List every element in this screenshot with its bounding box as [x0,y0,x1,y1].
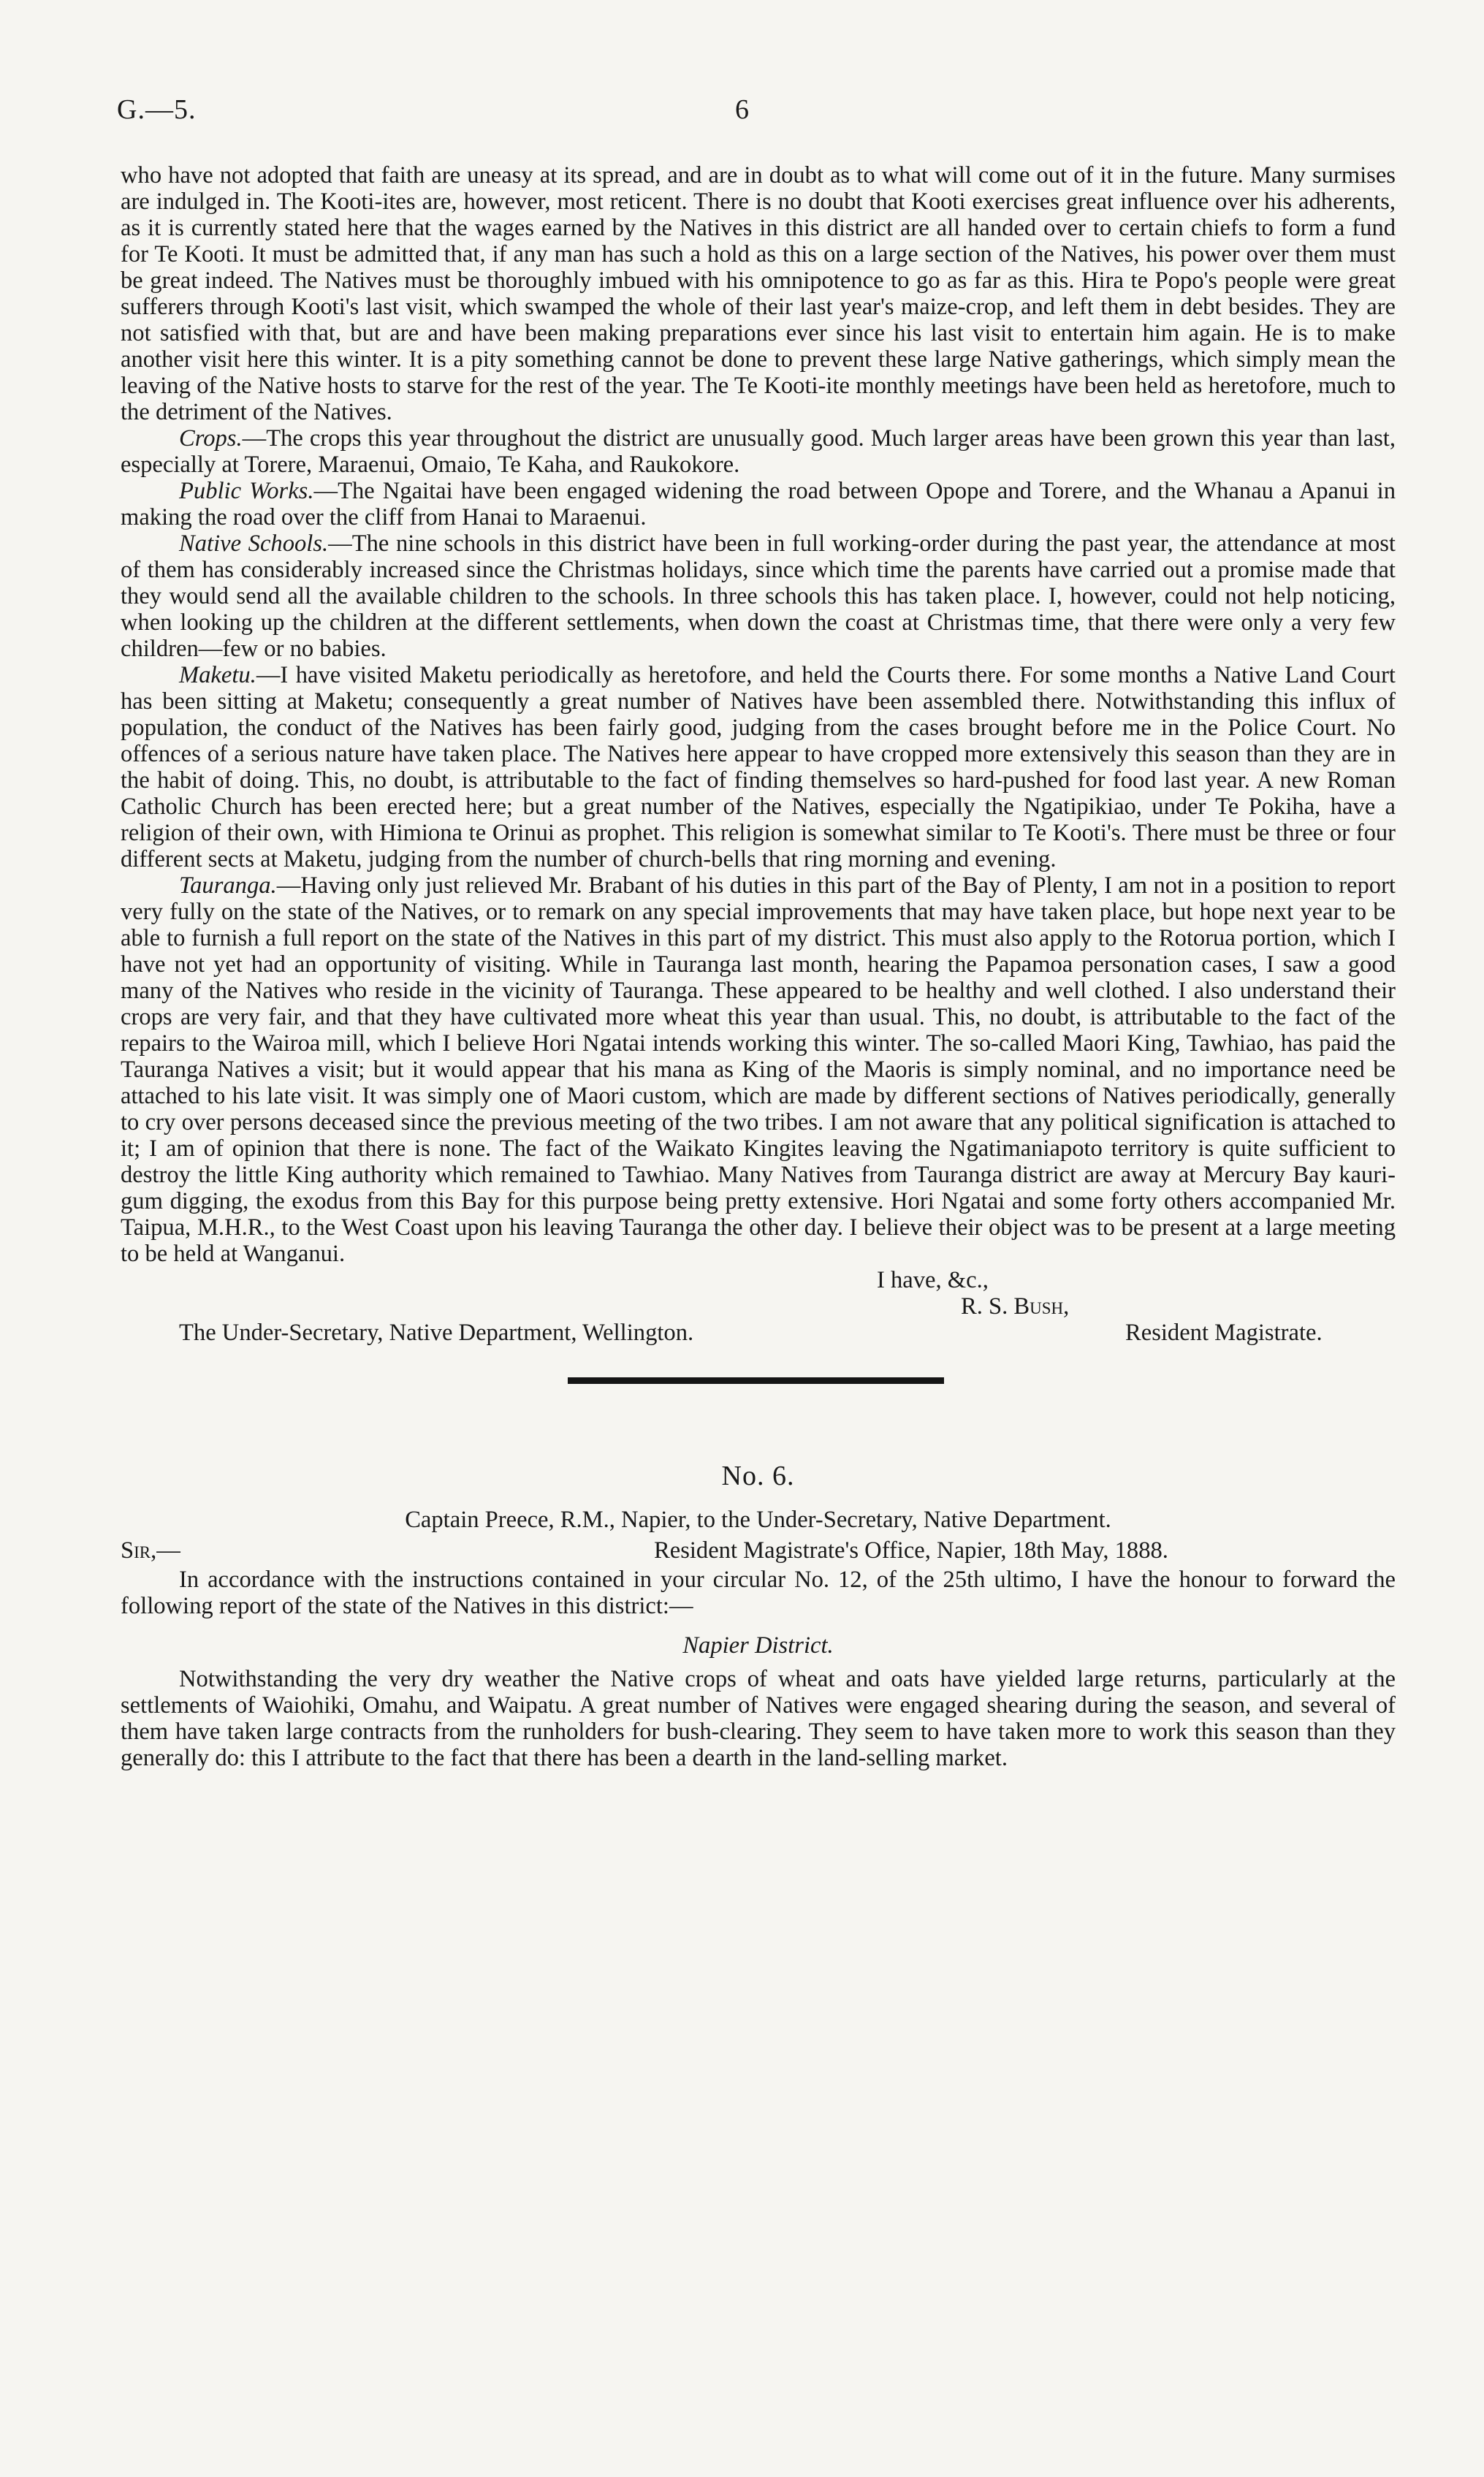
napier-paragraph: Notwithstanding the very dry weather the Native crops of wheat and oats have yielded large returns, particularly at the settlements of Waiohiki, Omahu, and Waipatu. A great number of Natives were engaged shearing during the season, and several of them have taken large contracts from the runholders for bush-clearing. They seem to have taken more to work this season than they generally do: this I attribute to the fact that there has been a dearth in the land-selling market. [121,1666,1396,1771]
office-date: Resident Magistrate's Office, Napier, 18th May, 1888. [654,1537,1168,1564]
separator-rule [568,1377,944,1384]
continued-paragraph: who have not adopted that faith are uneasy at its spread, and are in doubt as to what will come out of it in the future. Many surmises are indulged in. The Kooti-ites are, however, most reticent. There is no doubt that Kooti exercises great influence over his adherents, as it is currently stated here that the wages earned by the Natives in this district are all handed over to certain chiefs to form a fund for Te Kooti. It must be admitted that, if any man has such a hold as this on a large section of the Natives, his power over them must be great indeed. The Natives must be thoroughly imbued with his omnipotence to go as far as this. Hira te Popo's people were great sufferers through Kooti's last visit, which swamped the whole of their last year's maize-crop, and left them in debt besides. They are not satisfied with that, but are and have been making preparations ever since his last visit to entertain him again. He is to make another visit here this winter. It is a pity something cannot be done to prevent these large Native gatherings, which simply mean the leaving of the Native hosts to starve for the rest of the year. The Te Kooti-ite monthly meetings have been held as heretofore, much to the detriment of the Natives. [121,162,1396,425]
district-title: Napier District. [682,1632,834,1659]
section-heading: Maketu. [179,662,256,688]
section-text: —The Ngaitai have been engaged widening the road between Opope and Torere, and the Whanau a Apanui in making the road over the cliff from Hanai to Maraenui. [121,478,1396,530]
salutation-row [121,1537,1396,1567]
section-public-works [121,478,1396,530]
signature-name-row [121,1293,1396,1320]
letter-intro: In accordance with the instructions contained in your circular No. 12, of the 25th ultimo, I have the honour to forward the following report of the state of the Natives in this district:— [121,1567,1396,1619]
addressee-row [121,1320,1396,1346]
section-heading: Crops. [179,425,243,452]
section-text: —I have visited Maketu periodically as heretofore, and held the Courts there. For some months a Native Land Court has been sitting at Maketu; consequently a great number of Natives have been assembled there. Notwithstanding this influx of population, the conduct of the Natives has been fairly good, judging from the cases brought before me in the Police Court. No offences of a serious nature have taken place. The Natives here appear to have cropped more extensively this season than they are in the habit of doing. This, no doubt, is attributable to the fact of finding themselves so hard-pushed for food last year. A new Roman Catholic Church has been erected here; but a great number of the Natives, especially the Ngatipikiao, under Te Pokiha, have a religion of their own, with Himiona te Orinui as prophet. This religion is somewhat similar to Te Kooti's. There must be three or four different sects at Maketu, judging from the number of church-bells that ring morning and evening. [121,662,1396,872]
section-tauranga [121,872,1396,1267]
section-text: —The nine schools in this district have been in full working-order during the past year, the attendance at most of them has considerably increased since the Christmas holidays, since which time the parents have carried out a promise made that they would send all the available children to the schools. In three schools this has taken place. I, however, could not help noticing, when looking up the children at the different settlements, when down the coast at Christmas time, that there were only a very few children—few or no babies. [121,530,1396,662]
section-heading: Tauranga. [179,872,277,899]
section-text: —The crops this year throughout the district are unusually good. Much larger areas have been grown this year than last, especially at Torere, Maraenui, Omaio, Te Kaha, and Raukokore. [121,425,1396,478]
closing-phrase: I have, &c., [877,1267,989,1293]
document-reference: G.—5. [117,94,197,125]
section-separator [121,1346,1396,1456]
signature-name: R. S. Bush, [961,1293,1070,1320]
salutation: Sir,— [121,1537,180,1564]
letter-from-to: Captain Preece, R.M., Napier, to the Under-Secretary, Native Department. [405,1507,1111,1533]
section-native-schools [121,530,1396,662]
closing-row [121,1267,1396,1293]
addressee: The Under-Secretary, Native Department, Wellington. [179,1320,694,1346]
section-maketu [121,662,1396,872]
page-header [117,94,1367,137]
signature-title: Resident Magistrate. [1125,1320,1323,1346]
page-number: 6 [735,94,749,125]
letter-number: No. 6. [721,1461,795,1491]
section-crops [121,425,1396,478]
section-text: —Having only just relieved Mr. Brabant of his duties in this part of the Bay of Plenty, I am not in a position to report very fully on the state of the Natives, or to remark on any special improvements that may have taken place, but hope next year to be able to furnish a full report on the state of the Natives in this part of my district. This must also apply to the Rotorua portion, which I have not yet had an opportunity of visiting. While in Tauranga last month, hearing the Papamoa personation cases, I saw a good many of the Natives who reside in the vicinity of Tauranga. These appeared to be healthy and well clothed. I also understand their crops are very fair, and that they have cultivated more wheat this year than usual. This, no doubt, is attributable to the fact of the repairs to the Wairoa mill, which I believe Hori Ngatai intends working this winter. The so-called Maori King, Tawhiao, has paid the Tauranga Natives a visit; but it would appear that his mana as King of the Maoris is simply nominal, and no importance need be attached to his late visit. It was simply one of Maori custom, which are made by different sections of Natives periodically, generally to cry over persons deceased since the previous meeting of the two tribes. I am not aware that any political signification is attached to it; I am of opinion that there is none. The fact of the Waikato Kingites leaving the Ngatimaniapoto territory is quite sufficient to destroy the little King authority which remained to Tawhiao. Many Natives from Tauranga district are away at Mercury Bay kauri-gum digging, the exodus from this Bay for this purpose being pretty extensive. Hori Ngatai and some forty others accompanied Mr. Taipua, M.H.R., to the West Coast upon his leaving Tauranga the other day. I believe their object was to be present at a large meeting to be held at Wanganui. [121,872,1396,1267]
section-heading: Public Works. [179,478,314,504]
section-heading: Native Schools. [179,530,329,557]
document-body [121,162,1396,1771]
